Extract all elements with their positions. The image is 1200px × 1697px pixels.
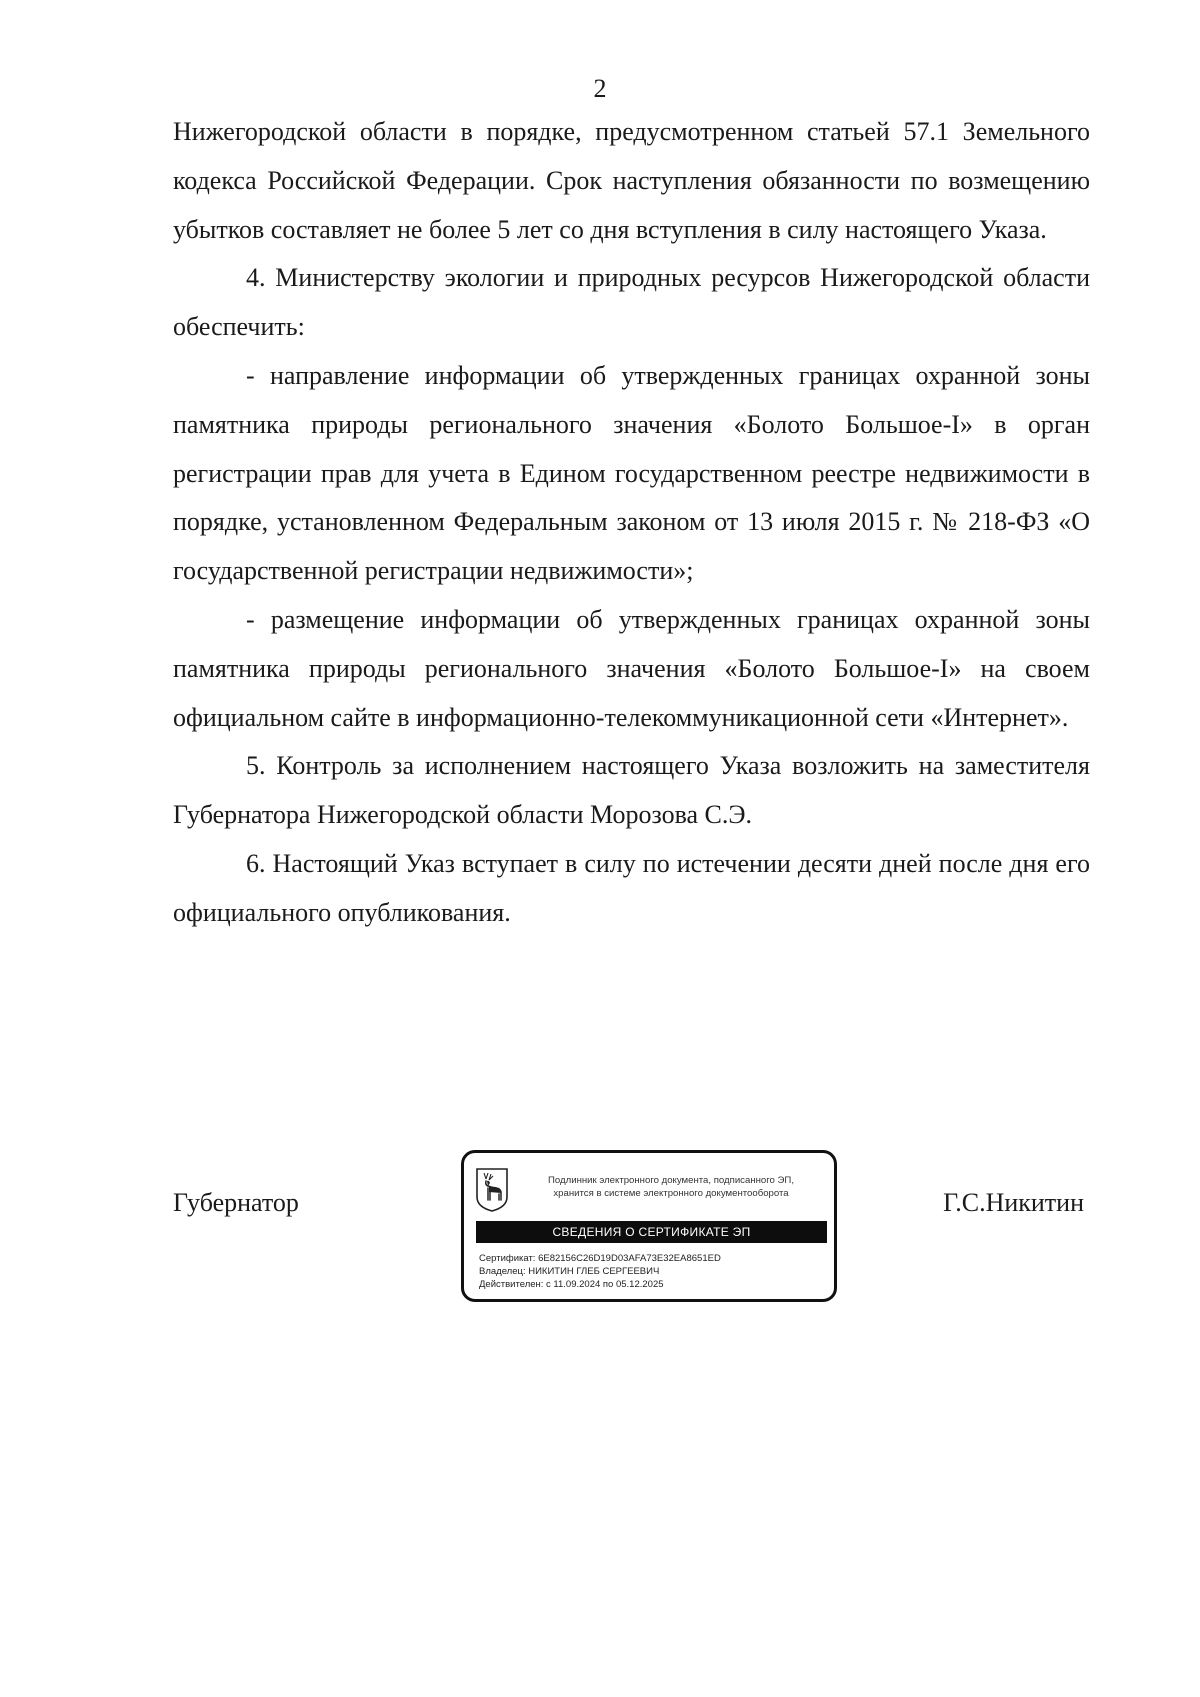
stamp-header-line: хранится в системе электронного документооборота bbox=[553, 1188, 789, 1199]
paragraph-continuation: Нижегородской области в порядке, предусмотренном статьей 57.1 Земельного кодекса Российской Федерации. Срок наступления обязанности по возмещению убытков составляет не более 5 лет со дня вступления в силу настоящего Указа. bbox=[173, 117, 1090, 244]
stamp-details bbox=[479, 1252, 721, 1291]
signatory-title: Губернатор bbox=[173, 1188, 299, 1217]
stamp-header-line: Подлинник электронного документа, подписанного ЭП, bbox=[548, 1175, 794, 1186]
paragraph-subitem-registration: - направление информации об утвержденных границах охранной зоны памятника природы регионального значения «Болото Большое-I» в орган регистрации прав для учета в Едином государственном реестре недвижимости в порядке, установленном Федеральным законом от 13 июля 2015 г. № 218-ФЗ «О государственной регистрации недвижимости»; bbox=[173, 360, 1090, 586]
document-body bbox=[173, 108, 1090, 938]
certificate-number: Сертификат: 6E82156C26D19D03AFA73E32EA8651ED bbox=[479, 1253, 721, 1264]
paragraph-item-5: 5. Контроль за исполнением настоящего Указа возложить на заместителя Губернатора Нижегородской области Морозова С.Э. bbox=[173, 751, 1090, 830]
stamp-header bbox=[526, 1174, 816, 1200]
certificate-owner: Владелец: НИКИТИН ГЛЕБ СЕРГЕЕВИЧ bbox=[479, 1266, 660, 1277]
paragraph-item-6: 6. Настоящий Указ вступает в силу по истечении десяти дней после дня его официального опубликования. bbox=[173, 848, 1090, 927]
page-number: 2 bbox=[593, 74, 607, 103]
signature-block bbox=[173, 1150, 1090, 1320]
deer-coat-of-arms-icon bbox=[475, 1167, 509, 1213]
stamp-band-title: СВЕДЕНИЯ О СЕРТИФИКАТЕ ЭП bbox=[476, 1221, 827, 1243]
electronic-signature-stamp bbox=[461, 1150, 837, 1302]
signatory-name: Г.С.Никитин bbox=[943, 1188, 1084, 1217]
certificate-validity: Действителен: с 11.09.2024 по 05.12.2025 bbox=[479, 1279, 664, 1290]
paragraph-item-4: 4. Министерству экологии и природных ресурсов Нижегородской области обеспечить: bbox=[173, 263, 1090, 342]
paragraph-subitem-publication: - размещение информации об утвержденных границах охранной зоны памятника природы регионального значения «Болото Большое-I» на своем официальном сайте в информационно-телекоммуникационной сети «Интернет». bbox=[173, 604, 1090, 732]
